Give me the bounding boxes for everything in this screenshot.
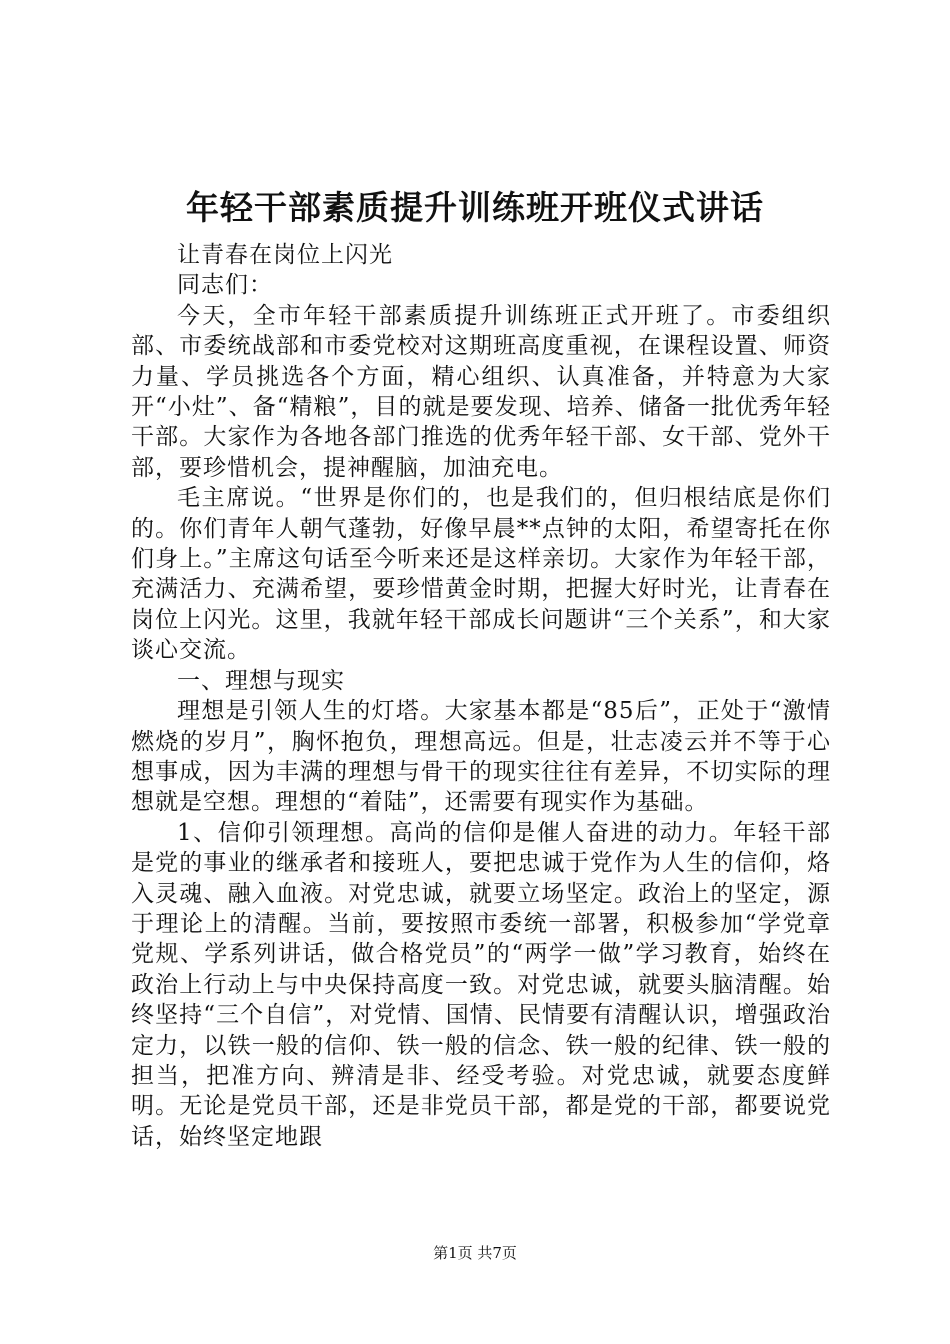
document-title: 年轻干部素质提升训练班开班仪式讲话 xyxy=(186,188,764,227)
body-paragraph: 1、信仰引领理想。高尚的信仰是催人奋进的动力。年轻干部是党的事业的继承者和接班人，要把忠诚于党作为人生的信仰，烙入灵魂、融入血液。对党忠诚，就要立场坚定。政治上的坚定，源于理论上的清醒。当前，要按照市委统一部署，积极参加“学党章党规、学系列讲话，做合格党员”的“两学一做”学习教育，始终在政治上行动上与中央保持高度一致。对党忠诚，就要头脑清醒。始终坚持“三个自信”，对党情、国情、民情要有清醒认识，增强政治定力，以铁一般的信仰、铁一般的信念、铁一般的纪律、铁一般的担当，把准方向、辨清是非、经受考验。对党忠诚，就要态度鲜明。无论是党员干部，还是非党员干部，都是党的干部，都要说党话，始终坚定地跟 xyxy=(131,819,831,1150)
section-heading: 一、理想与现实 xyxy=(177,667,345,694)
body-paragraph: 理想是引领人生的灯塔。大家基本都是“85后”，正处于“激情燃烧的岁月”，胸怀抱负，理想高远。但是，壮志凌云并不等于心想事成，因为丰满的理想与骨干的现实往往有差异，不切实际的理想就是空想。理想的“着陆”，还需要有现实作为基础。 xyxy=(131,698,831,816)
salutation-paragraph: 同志们： xyxy=(177,272,273,299)
document-body xyxy=(131,240,831,1152)
subtitle-paragraph: 让青春在岗位上闪光 xyxy=(177,242,393,268)
page-footer: 第1页 共7页 xyxy=(433,1244,517,1262)
body-paragraph: 今天，全市年轻干部素质提升训练班正式开班了。市委组织部、市委统战部和市委党校对这期班高度重视，在课程设置、师资力量、学员挑选各个方面，精心组织、认真准备，并特意为大家开“小灶”、备“精粮”，目的就是要发现、培养、储备一批优秀年轻干部。大家作为各地各部门推选的优秀年轻干部、女干部、党外干部，要珍惜机会，提神醒脑，加油充电。 xyxy=(131,302,831,481)
body-paragraph: 毛主席说。“世界是你们的，也是我们的，但归根结底是你们的。你们青年人朝气蓬勃，好像早晨**点钟的太阳，希望寄托在你们身上。”主席这句话至今听来还是这样亲切。大家作为年轻干部，充满活力、充满希望，要珍惜黄金时期，把握大好时光，让青春在岗位上闪光。这里，我就年轻干部成长问题讲“三个关系”，和大家谈心交流。 xyxy=(131,485,831,664)
